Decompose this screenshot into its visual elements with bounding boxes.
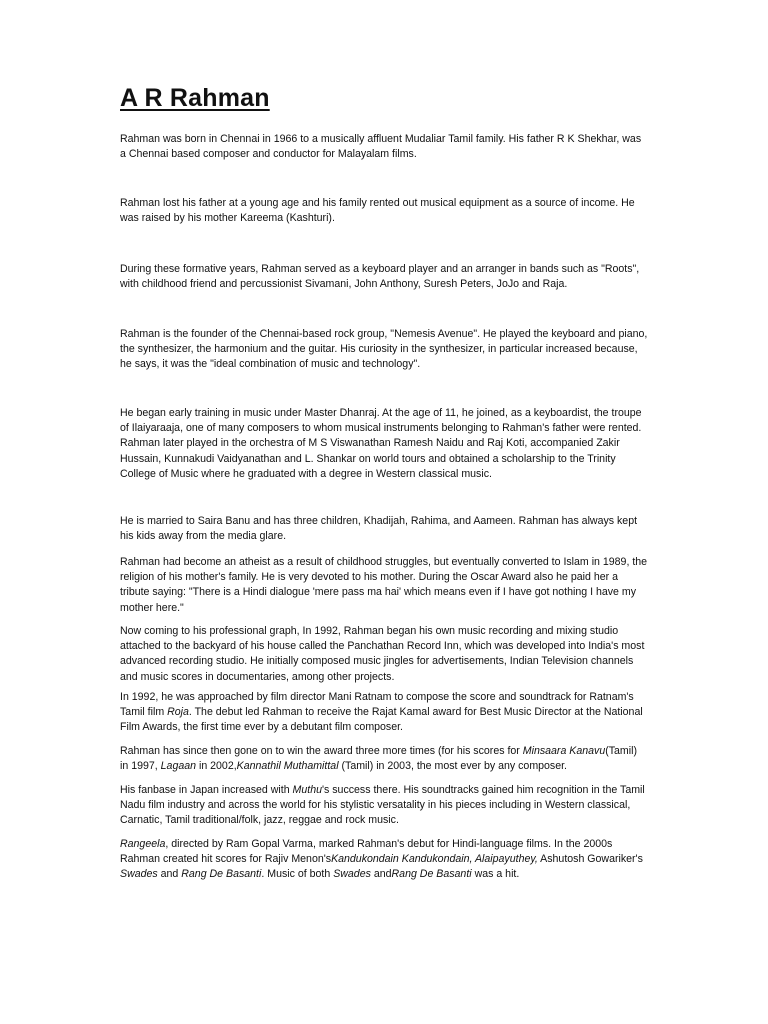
italic-title-text: Kannathil Muthamittal bbox=[236, 760, 339, 773]
paragraph-text: His fanbase in Japan increased with bbox=[120, 784, 293, 796]
paragraph-family bbox=[120, 514, 648, 544]
paragraph-text: He is married to Saira Banu and has three children, Khadijah, Rahima, and Aameen. Rahman has always kept his kids away from the media glare. bbox=[120, 515, 638, 543]
paragraph-training bbox=[120, 406, 648, 482]
paragraph-text: and bbox=[370, 868, 392, 881]
paragraph-text: Ashutosh Gowariker's bbox=[537, 853, 643, 866]
paragraph-text: Now coming to his professional graph, In 1992, Rahman began his own music recording and mixing studio attached to the backyard of his house called the Panchathan Record Inn, which was developed into India's most advanced recording studio. He initially composed music jingles for advertisements, Indian Television channels and music scores in documentaries, among other projects. bbox=[120, 625, 645, 683]
paragraph-text: Rahman had become an atheist as a result of childhood struggles, but eventually converted to Islam in 1989, the religion of his mother's family. He is very devoted to his mother. During the Oscar Award also he paid her a tribute saying: "There is a Hindi dialogue 'mere pass ma hai' which means even if I have got nothing I have my mother here." bbox=[120, 556, 648, 614]
paragraph-text: . Music of both bbox=[261, 868, 334, 881]
paragraph-text: During these formative years, Rahman served as a keyboard player and an arranger in bands such as "Roots", with childhood friend and percussionist Sivamani, John Anthony, Suresh Peters, JoJo and Raja. bbox=[120, 263, 640, 291]
italic-title-text: Lagaan bbox=[160, 760, 197, 773]
italic-title-text: Minsaara Kanavu bbox=[522, 745, 606, 757]
paragraph-nemesis-avenue bbox=[120, 327, 648, 373]
paragraph-religion bbox=[120, 555, 648, 616]
paragraph-text: in 2002, bbox=[196, 760, 237, 773]
page-title: A R Rahman bbox=[120, 84, 270, 112]
paragraph-text: 's success there. His soundtracks gained him recognition in the Tamil Nadu film industry and across the world for his stylistic versatality in his pieces including in Western classical, Carnatic, Tamil traditional/folk, jazz, reggae and rock music. bbox=[120, 784, 645, 827]
paragraph-text: (Tamil) in 2003, the most ever by any composer. bbox=[338, 760, 567, 773]
italic-title-text: Kandukondain Kandukondain, Alaipayuthey, bbox=[331, 853, 538, 866]
paragraph-studio bbox=[120, 624, 648, 685]
paragraph-roja bbox=[120, 690, 648, 736]
paragraph-text: and bbox=[157, 868, 182, 881]
italic-title-text: Roja bbox=[167, 706, 189, 719]
paragraph-text: Rahman is the founder of the Chennai-based rock group, "Nemesis Avenue". He played the keyboard and piano, the synthesizer, the harmonium and the guitar. His curiosity in the synthesizer, in particular increased because, he says, it was the "ideal combination of music and technology". bbox=[120, 328, 648, 371]
italic-title-text: Rang De Basanti bbox=[181, 868, 262, 881]
paragraph-text: was a hit. bbox=[471, 868, 520, 881]
paragraph-fanbase bbox=[120, 783, 648, 829]
italic-title-text: Swades bbox=[333, 868, 371, 881]
paragraph-awards bbox=[120, 744, 648, 774]
paragraph-text: . The debut led Rahman to receive the Rajat Kamal award for Best Music Director at the National Film Awards, the first time ever by a debutant film composer. bbox=[120, 706, 643, 734]
italic-title-text: Muthu bbox=[292, 784, 322, 796]
paragraph-text: (Tamil) in 1997, bbox=[120, 745, 637, 773]
paragraph-text: In 1992, he was approached by film director Mani Ratnam to compose the score and soundtrack for Ratnam's Tamil film bbox=[120, 691, 634, 719]
paragraph-formative-years bbox=[120, 262, 648, 292]
italic-title-text: Swades bbox=[120, 868, 158, 881]
italic-title-text: Rangeela bbox=[120, 838, 166, 850]
paragraph-text: Rahman was born in Chennai in 1966 to a musically affluent Mudaliar Tamil family. His father R K Shekhar, was a Chennai based composer and conductor for Malayalam films. bbox=[120, 133, 642, 161]
paragraph-text: , directed by Ram Gopal Varma, marked Rahman's debut for Hindi-language films. In the 2000s Rahman created hit scores for Rajiv Menon's bbox=[120, 838, 613, 866]
paragraph-birth bbox=[120, 132, 648, 162]
paragraph-text: Rahman lost his father at a young age and his family rented out musical equipment as a source of income. He was raised by his mother Kareema (Kashturi). bbox=[120, 197, 635, 225]
paragraph-text: Rahman has since then gone on to win the award three more times (for his scores for bbox=[120, 745, 523, 757]
italic-title-text: Rang De Basanti bbox=[391, 868, 472, 881]
paragraph-text: He began early training in music under Master Dhanraj. At the age of 11, he joined, as a keyboardist, the troupe of Ilaiyaraaja, one of many composers to whom musical instruments belonging to Rahman's father were rented. Rahman later played in the orchestra of M S Viswanathan Ramesh Naidu and Raj Koti, accompanied Zakir Hussain, Kunnakudi Vaidyanathan and L. Shankar on world tours and obtained a scholarship to the Trinity College of Music where he graduated with a degree in Western classical music. bbox=[120, 407, 642, 480]
paragraph-early-life bbox=[120, 196, 648, 226]
paragraph-hindi-films bbox=[120, 837, 648, 883]
